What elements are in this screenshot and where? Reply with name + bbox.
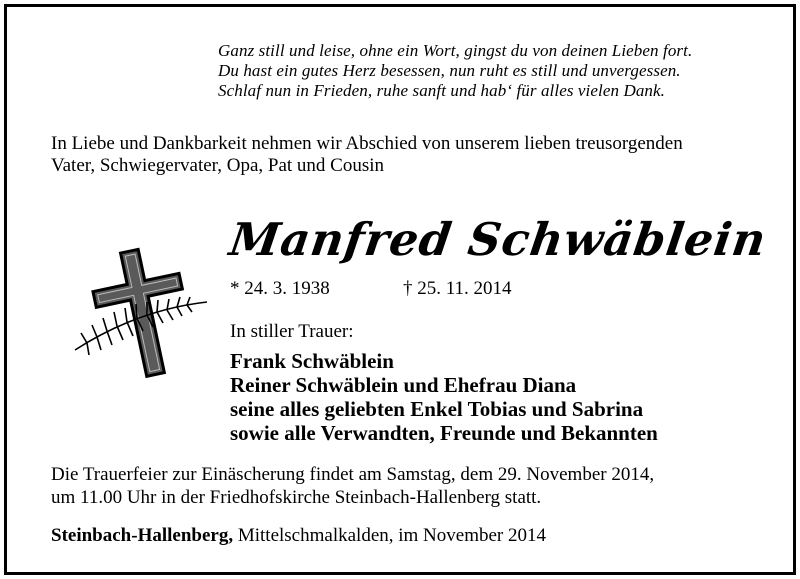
place-name: Steinbach-Hallenberg, <box>51 525 234 546</box>
mourner-line: Reiner Schwäblein und Ehefrau Diana <box>230 373 577 397</box>
intro-line: In Liebe und Dankbarkeit nehmen wir Abschied von unserem lieben treusorgenden <box>51 133 683 154</box>
mourner-line: seine alles geliebten Enkel Tobias und Sabrina <box>230 397 644 421</box>
place-date-rest: Mittelschmalkalden, im November 2014 <box>233 525 546 546</box>
life-dates <box>230 277 512 301</box>
poem-line: Schlaf nun in Frieden, ruhe sanft und hab‘ für alles vielen Dank. <box>218 81 666 100</box>
deceased-name: Manfred Schwäblein <box>226 213 770 266</box>
poem-line: Ganz still und leise, ohne ein Wort, gingst du von deinen Lieben fort. <box>218 41 693 60</box>
poem <box>218 41 778 101</box>
service-line: um 11.00 Uhr in der Friedhofskirche Steinbach-Hallenberg statt. <box>51 487 542 508</box>
mourning-label: In stiller Trauer: <box>230 321 354 342</box>
birth-date: * 24. 3. 1938 <box>230 278 330 299</box>
intro-line: Vater, Schwiegervater, Opa, Pat und Cousin <box>51 155 385 176</box>
mourners-list <box>230 349 658 445</box>
cross-with-palm-branch-icon <box>67 240 217 390</box>
mourner-line: sowie alle Verwandten, Freunde und Bekannten <box>230 421 658 445</box>
place-and-date <box>51 525 546 547</box>
mourner-line: Frank Schwäblein <box>230 349 394 373</box>
service-line: Die Trauerfeier zur Einäscherung findet am Samstag, dem 29. November 2014, <box>51 464 655 485</box>
intro-text <box>51 133 791 177</box>
funeral-service-info <box>51 463 654 509</box>
death-date: † 25. 11. 2014 <box>403 278 512 299</box>
obituary-notice <box>4 4 796 575</box>
poem-line: Du hast ein gutes Herz besessen, nun ruht es still und unvergessen. <box>218 61 681 80</box>
